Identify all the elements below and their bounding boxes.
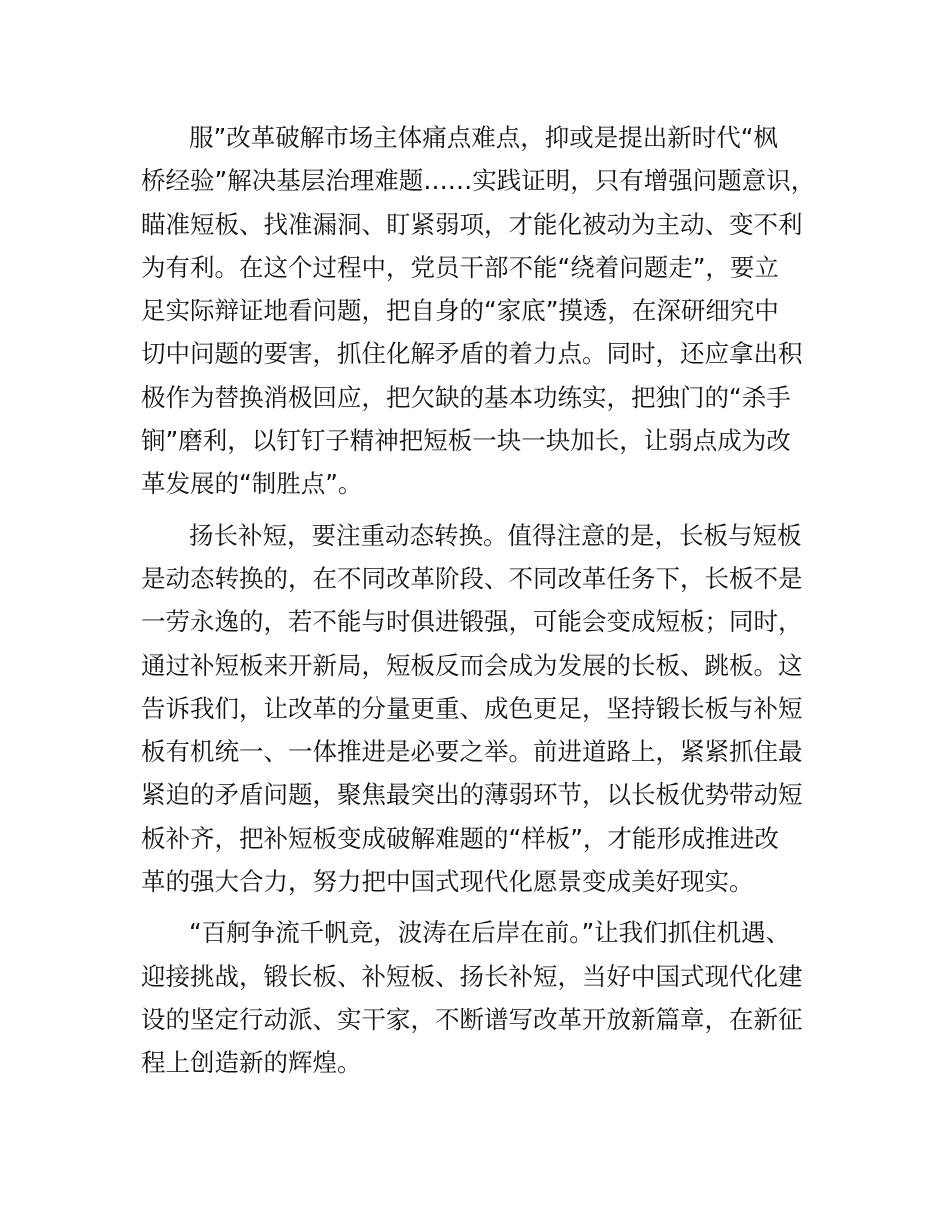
text-line: 是动态转换的，在不同改革阶段、不同改革任务下，长板不是: [141, 563, 803, 593]
text-line: 锏”磨利，以钉钉子精神把短板一块一块加长，让弱点成为改: [141, 426, 791, 456]
text-line: 一劳永逸的，若不能与时俱进锻强，可能会变成短板；同时，: [141, 607, 803, 637]
text-line: 板有机统一、一体推进是必要之举。前进道路上，紧紧抓住最: [141, 737, 803, 767]
paragraph-3: [141, 911, 831, 1084]
text-line: 告诉我们，让改革的分量更重、成色更足，坚持锻长板与补短: [141, 693, 803, 723]
text-line: “百舸争流千帆竞，波涛在后岸在前。”让我们抓住机遇、: [189, 918, 791, 948]
text-line: 瞄准短板、找准漏洞、盯紧弱项，才能化被动为主动、变不利: [141, 209, 803, 239]
text-line: 设的坚定行动派、实干家，不断谱写改革开放新篇章，在新征: [141, 1004, 803, 1034]
text-line: 迎接挑战，锻长板、补短板、扬长补短，当好中国式现代化建: [141, 961, 803, 991]
text-line: 程上创造新的辉煌。: [141, 1048, 362, 1078]
text-line: 通过补短板来开新局，短板反而会成为发展的长板、跳板。这: [141, 650, 803, 680]
text-line: 革发展的“制胜点”。: [141, 469, 363, 499]
text-line: 桥经验”解决基层治理难题……实践证明，只有增强问题意识，: [141, 166, 816, 196]
paragraph-1: [141, 116, 831, 506]
paragraph-2: [141, 514, 831, 904]
text-line: 切中问题的要害，抓住化解矛盾的着力点。同时，还应拿出积: [141, 339, 803, 369]
text-line: 革的强大合力，努力把中国式现代化愿景变成美好现实。: [141, 867, 754, 897]
text-line: 板补齐，把补短板变成破解难题的“样板”，才能形成推进改: [141, 823, 779, 853]
text-line: 服”改革破解市场主体痛点难点，抑或是提出新时代“枫: [189, 123, 778, 152]
text-line: 为有利。在这个过程中，党员干部不能“绕着问题走”，要立: [141, 252, 779, 282]
text-line: 扬长补短，要注重动态转换。值得注意的是，长板与短板: [189, 520, 802, 550]
text-line: 足实际辩证地看问题，把自身的“家底”摸透，在深研细究中: [141, 296, 779, 326]
document-body: [141, 116, 831, 1085]
text-line: 极作为替换消极回应，把欠缺的基本功练实，把独门的“杀手: [141, 382, 791, 412]
text-line: 紧迫的矛盾问题，聚焦最突出的薄弱环节，以长板优势带动短: [141, 780, 803, 810]
